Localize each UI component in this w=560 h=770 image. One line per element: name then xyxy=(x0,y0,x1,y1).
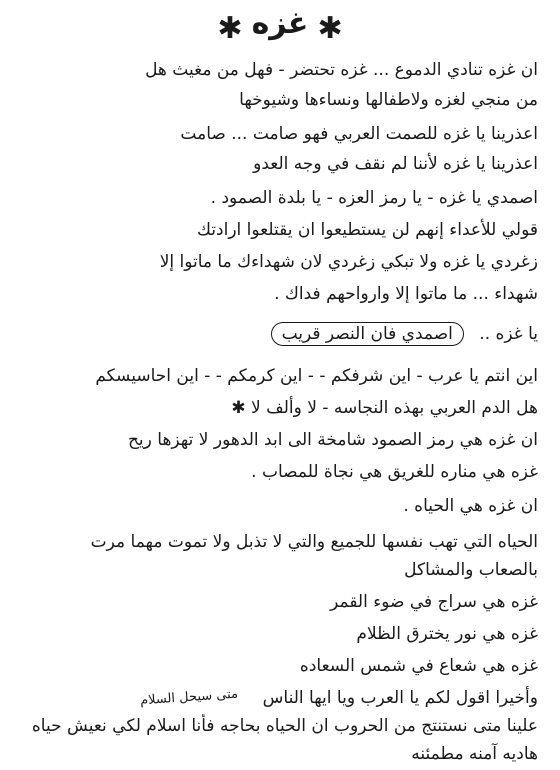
text-line: غزه هي شعاع في شمس السعاده xyxy=(299,656,538,676)
text-line: اصمدي يا غزه - يا رمز العزه - يا بلدة الصمود . xyxy=(210,188,538,208)
text-line: قولي للأعداء إنهم لن يستطيعوا ان يقتلعوا ارادتك xyxy=(196,220,538,240)
text-line: اين انتم يا عرب - اين شرفكم - - اين كرمكم - - اين احاسيسكم xyxy=(95,366,538,386)
star-mark-right: ✱ xyxy=(317,11,343,46)
text-line: ان غزه هي رمز الصمود شامخة الى ابد الدهور لا تهزها ريح xyxy=(127,430,538,450)
text-line: اعذرينا يا غزه للصمت العربي فهو صامت ... صامت xyxy=(180,124,538,144)
text-line-with-note xyxy=(18,322,538,346)
page-title: غزه xyxy=(251,6,309,41)
text-line: وأخيرا اقول لكم يا العرب ويا ايها الناس xyxy=(262,688,538,708)
text-line: من منجي لغزه ولاطفالها ونساءها وشيوخها xyxy=(239,90,538,110)
text-line: اعذرينا يا غزه لأننا لم نقف في وجه العدو xyxy=(253,154,538,174)
boxed-note: اصمدي فان النصر قريب xyxy=(271,322,464,346)
text-line: غزه هي مناره للغريق هي نجاة للمصاب . xyxy=(251,462,538,482)
text-line: هل الدم العربي بهذه النجاسه - لا وألف لا ✱ xyxy=(231,398,538,418)
text-line: غزه هي سراج في ضوء القمر xyxy=(330,592,538,612)
text-line: زغردي يا غزه ولا تبكي زغردي لان شهداءك ما ماتوا إلا xyxy=(159,252,538,272)
text-line: هاديه آمنه مطمئنه xyxy=(411,744,538,764)
text-line: ان غزه هي الحياه . xyxy=(403,496,538,516)
text-line: شهداء ... ما ماتوا إلا وارواحهم فداك . xyxy=(274,284,538,304)
text-line: غزه هي نور يخترق الظلام xyxy=(356,624,538,644)
star-mark-left: ✱ xyxy=(217,11,243,46)
margin-note: متى سيحل السلام xyxy=(139,686,239,709)
title-row xyxy=(0,6,560,46)
text-line: علينا متى نستنتج من الحروب ان الحياه بحاجه فأنا اسلام لكي نعيش حياه xyxy=(31,716,538,736)
text-line: ان غزه تنادي الدموع ... غزه تحتضر - فهل من مغيث هل xyxy=(145,60,538,80)
text-line: الحياه التي تهب نفسها للجميع والتي لا تذبل ولا تموت مهما مرت xyxy=(90,532,538,552)
text-fragment: يا غزه .. xyxy=(479,324,538,344)
text-line: بالصعاب والمشاكل xyxy=(404,560,538,580)
